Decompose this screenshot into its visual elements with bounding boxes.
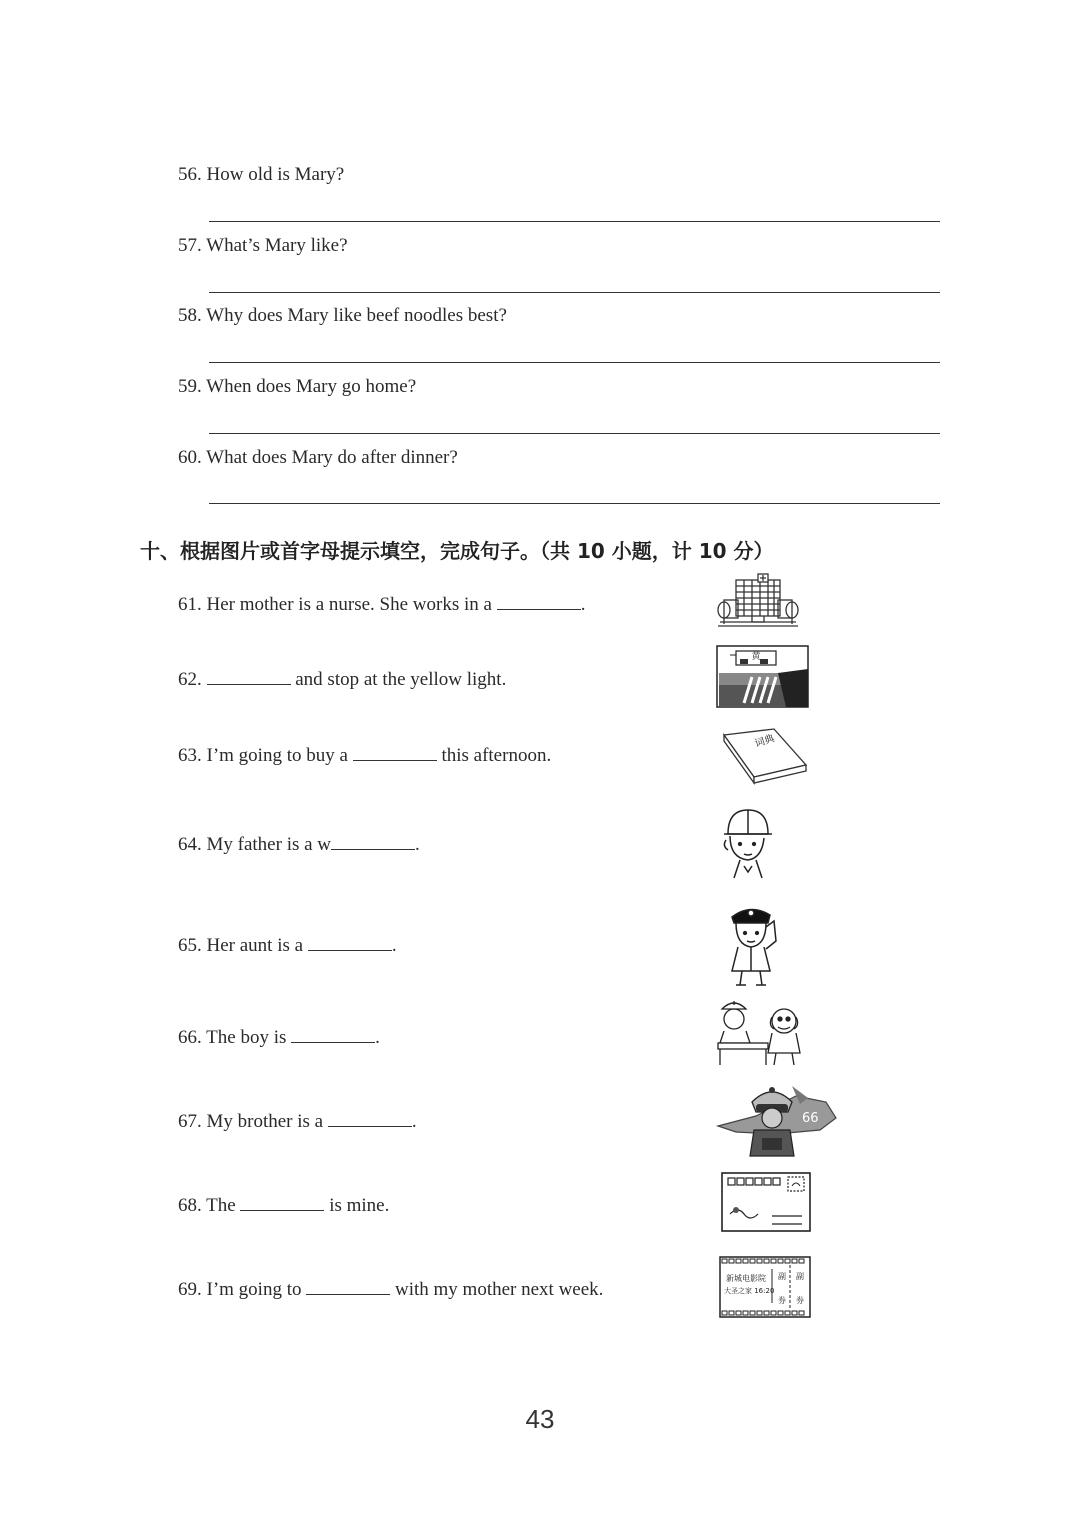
- question-68-text: 68. The: [178, 1195, 241, 1216]
- ticket-movie-text: 大圣之家 16:20: [724, 1287, 775, 1295]
- question-66-text: 66. The boy is: [178, 1027, 292, 1048]
- answer-line-58[interactable]: [209, 362, 940, 363]
- answer-line-57[interactable]: [209, 292, 940, 293]
- answer-line-60[interactable]: [209, 503, 940, 504]
- ticket-stub-text-4: 券: [796, 1296, 804, 1305]
- question-66-text-end: .: [375, 1027, 380, 1048]
- answer-line-59[interactable]: [209, 433, 940, 434]
- question-67-text: 67. My brother is a: [178, 1111, 328, 1132]
- blank-62[interactable]: [207, 666, 291, 685]
- question-64: [178, 831, 420, 857]
- question-62-text-end: and stop at the yellow light.: [290, 669, 507, 690]
- question-63-text-end: this afternoon.: [436, 745, 552, 766]
- question-65-text-end: .: [391, 935, 397, 956]
- movie-ticket-icon: [718, 1255, 812, 1319]
- question-56: 56. How old is Mary?: [178, 164, 345, 185]
- blank-63[interactable]: [353, 742, 437, 761]
- question-64-text-end: .: [415, 834, 420, 855]
- question-63: [178, 742, 551, 768]
- question-69-text: 69. I’m going to: [178, 1279, 307, 1300]
- hospital-icon: [716, 572, 800, 628]
- question-69: [178, 1276, 603, 1302]
- question-58: 58. Why does Mary like beef noodles best?: [178, 305, 507, 326]
- dictionary-icon: [720, 725, 810, 785]
- question-64-text: 64. My father is a w: [178, 834, 332, 855]
- ticket-stub-text-3: 副: [796, 1272, 804, 1281]
- ticket-cinema-text: 新城电影院: [726, 1274, 766, 1283]
- dictionary-cover-text: 词典: [753, 733, 776, 750]
- blank-65[interactable]: [308, 932, 392, 951]
- pilot-icon: [716, 1082, 838, 1158]
- ticket-stub-text-1: 副: [778, 1272, 786, 1281]
- blank-66[interactable]: [291, 1024, 375, 1043]
- question-61-text-end: .: [580, 594, 586, 615]
- question-61: [178, 591, 585, 617]
- question-61-text: 61. Her mother is a nurse. She works in a: [178, 594, 497, 615]
- question-68: [178, 1192, 389, 1218]
- question-65-text: 65. Her aunt is a: [178, 935, 308, 956]
- blank-67[interactable]: [328, 1108, 412, 1127]
- ticket-stub-text-2: 券: [778, 1296, 786, 1305]
- question-67: [178, 1108, 417, 1134]
- traffic-light-icon: [716, 645, 809, 708]
- question-63-text: 63. I’m going to buy a: [178, 745, 353, 766]
- sick-boy-icon: [716, 997, 806, 1067]
- traffic-sign-text: 黄: [751, 652, 761, 662]
- answer-line-56[interactable]: [209, 221, 940, 222]
- question-57: 57. What’s Mary like?: [178, 235, 348, 256]
- question-62-text: 62.: [178, 669, 207, 690]
- question-66: [178, 1024, 380, 1050]
- blank-61[interactable]: [497, 591, 581, 610]
- question-59: 59. When does Mary go home?: [178, 376, 417, 397]
- question-69-text-end: with my mother next week.: [390, 1279, 604, 1300]
- postcard-icon: [720, 1170, 812, 1234]
- question-67-text-end: .: [411, 1111, 417, 1132]
- worker-icon: [718, 806, 774, 880]
- question-68-text-end: is mine.: [324, 1195, 390, 1216]
- blank-69[interactable]: [306, 1276, 390, 1295]
- police-officer-icon: [722, 901, 780, 987]
- question-65: [178, 932, 397, 958]
- plane-number-text: 66: [802, 1111, 819, 1126]
- page-number: 43: [525, 1404, 555, 1434]
- blank-64[interactable]: [331, 831, 415, 850]
- blank-68[interactable]: [240, 1192, 324, 1211]
- question-62: [178, 666, 506, 692]
- section-10-title: 十、根据图片或首字母提示填空，完成句子。（共 10 小题，计 10 分）: [140, 539, 774, 563]
- question-60: 60. What does Mary do after dinner?: [178, 447, 458, 468]
